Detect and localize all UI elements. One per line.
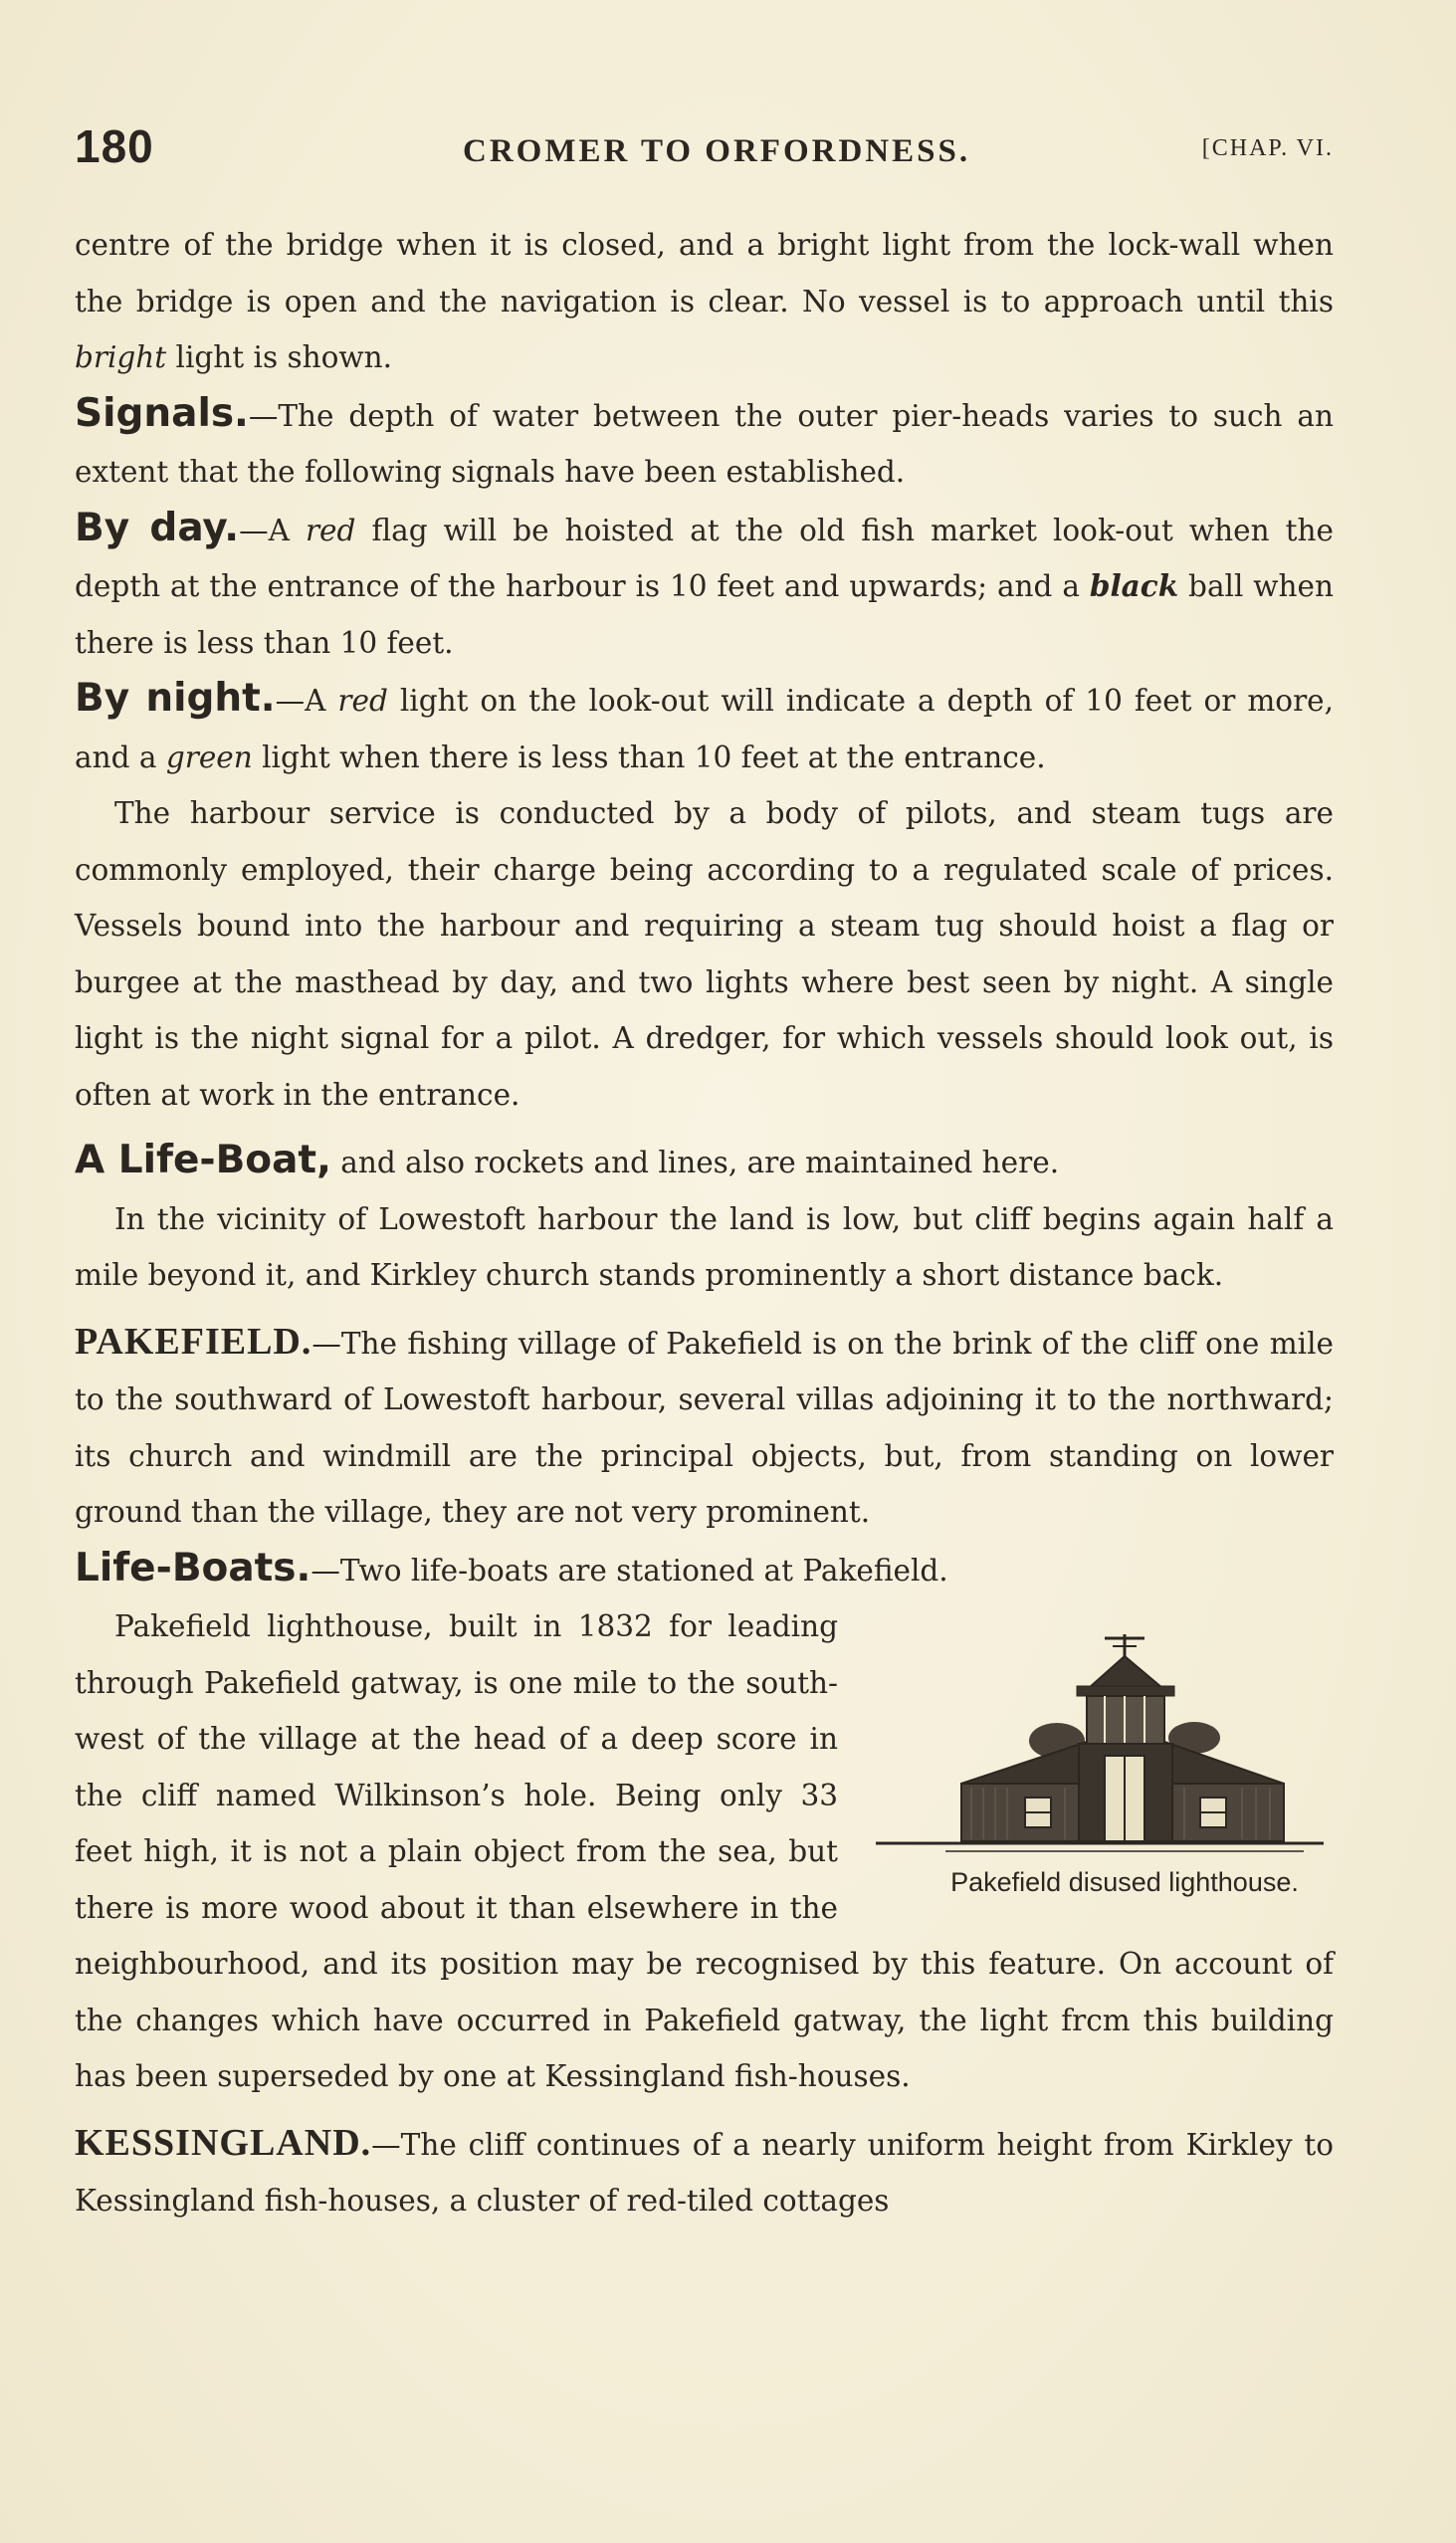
text-run: light when there is less than 10 feet at the entrance.	[252, 740, 1046, 774]
paragraph-life-boat	[75, 1133, 1334, 1191]
italic-run: red	[337, 684, 388, 718]
running-title: CROMER TO ORFORDNESS.	[463, 133, 971, 169]
paragraph-harbour-service: The harbour service is conducted by a body of pilots, and steam tugs are commonly employed, their charge being according to a regulated scale of prices. Vessels bound into the harbour and requiring a steam tug should hoist a flag or burgee at the masthead by day, and two lights where best seen by night. A single light is the night signal for a pilot. A dredger, for which vessels should look out, is often at work in the entrance.	[75, 796, 1334, 1112]
text-run: flag will be hoisted at the old fish market look-out when the depth at the entrance of the harbour is 10 feet and upwards; and a	[75, 513, 1334, 603]
text-run: Pakefield lighthouse, built in 1832 for leading through Pakefield gatway, is one mile to the south-west of the village at the head of a deep score in the cliff named Wilkinson’s hole. Being only 33 feet high, it is not a plain object from the sea, but there is more wood about it than elsewhere in the neighbourhood, and its position may be recognised by this feature. On account of the changes which have occurred in Pakefield gatway, the light frcm this building has been superseded by one at Kessingland fish-houses.	[75, 1609, 1334, 2093]
paragraph-by-night	[75, 671, 1334, 785]
lighthouse-illustration	[866, 1606, 1334, 1865]
italic-run: red	[305, 513, 356, 547]
text-run: —A	[239, 513, 306, 547]
paragraph-pakefield	[75, 1314, 1334, 1541]
paragraph-by-day	[75, 501, 1334, 672]
italic-run: green	[165, 740, 253, 774]
body-text	[75, 217, 1334, 2229]
text-run: —Two life-boats are stationed at Pakefield.	[311, 1553, 948, 1588]
section-heading-life-boat: A Life-Boat,	[75, 1138, 331, 1182]
chapter-label: [CHAP. VI.	[1201, 135, 1334, 161]
text-run: light is shown.	[166, 340, 393, 374]
italic-run: black	[1089, 568, 1179, 603]
text-run: —The fishing village of Pakefield is on the brink of the cliff one mile to the southward of Lowestoft harbour, several villas adjoining it to the northward; its church and windmill are the principal objects, but, from standing on lower ground than the village, they are not very prominent.	[75, 1326, 1334, 1529]
text-run: centre of the bridge when it is closed, and a bright light from the lock-wall when the bridge is open and the navigation is clear. No vessel is to approach until this	[75, 228, 1334, 318]
text-run: ball when there is less than 10 feet.	[75, 569, 1334, 660]
section-heading-pakefield: PAKEFIELD.	[75, 1320, 312, 1363]
section-heading-by-day: By day.	[75, 505, 240, 550]
paragraph-signals	[75, 386, 1334, 501]
section-heading-life-boats: Life-Boats.	[75, 1545, 312, 1590]
paragraph-vicinity: In the vicinity of Lowestoft harbour the land is low, but cliff begins again half a mile beyond it, and Kirkley church stands prominently a short distance back.	[75, 1201, 1334, 1292]
text-run: —The depth of water between the outer pier-heads varies to such an extent that the following signals have been established.	[75, 398, 1334, 489]
italic-run: bright	[75, 340, 167, 374]
lighthouse-figure	[866, 1606, 1334, 1925]
paragraph-kessingland	[75, 2115, 1334, 2229]
paragraph-lighthouse	[75, 1598, 1334, 2105]
page-number: 180	[75, 120, 154, 172]
text-run: —A	[275, 684, 338, 718]
page-header	[75, 119, 1334, 179]
text-run: light on the look-out will indicate a depth of 10 feet or more, and a	[75, 684, 1335, 774]
paragraph-life-boats	[75, 1541, 1334, 1599]
text-run: and also rockets and lines, are maintained here.	[330, 1146, 1060, 1179]
text-run: —The cliff continues of a nearly uniform height from Kirkley to Kessingland fish-houses, a cluster of red-tiled cottages	[75, 2127, 1334, 2218]
figure-caption: Pakefield disused lighthouse.	[950, 1867, 1299, 1897]
section-heading-signals: Signals.	[75, 390, 249, 436]
section-heading-by-night: By night.	[75, 676, 276, 721]
section-heading-kessingland: KESSINGLAND.	[75, 2121, 372, 2164]
paragraph-bridge-light	[75, 217, 1334, 386]
